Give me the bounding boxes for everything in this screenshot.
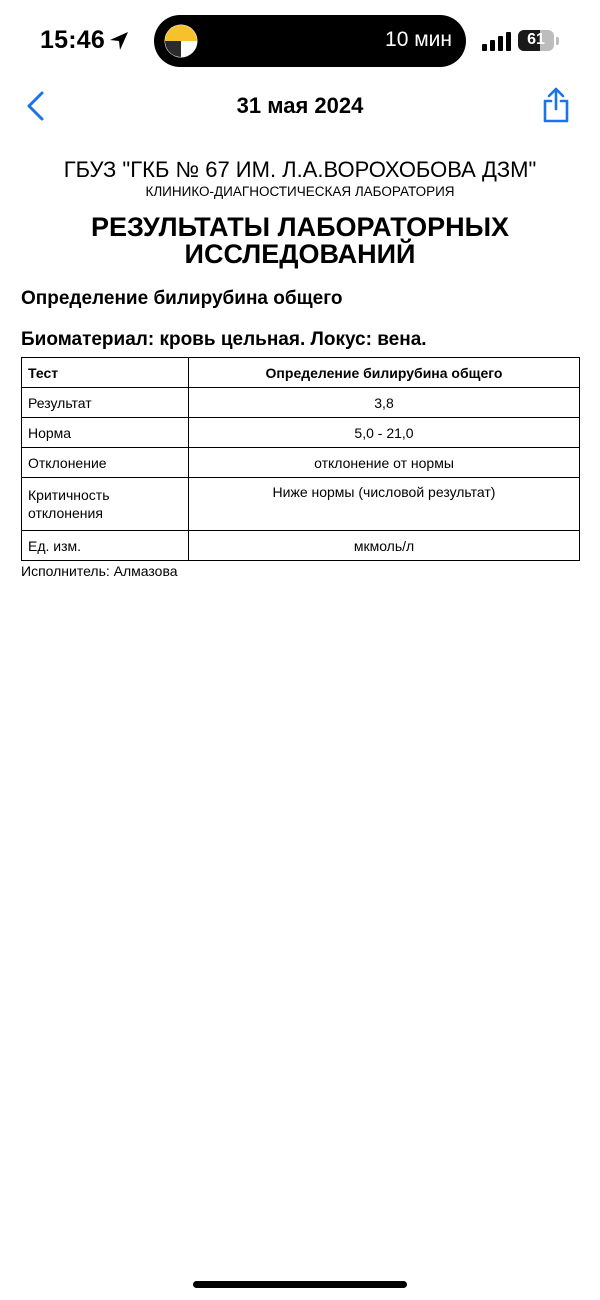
row-value-deviation: отклонение от нормы bbox=[189, 448, 580, 478]
row-value-unit: мкмоль/л bbox=[189, 531, 580, 561]
table-row bbox=[22, 478, 580, 531]
page-title: 31 мая 2024 bbox=[236, 93, 364, 118]
table-header-value: Определение билирубина общего bbox=[189, 358, 580, 388]
row-label-deviation: Отклонение bbox=[22, 448, 189, 478]
biomaterial-line: Биоматериал: кровь цельная. Локус: вена. bbox=[21, 329, 427, 350]
share-button[interactable] bbox=[539, 86, 573, 124]
battery-cap bbox=[556, 37, 559, 45]
cellular-signal-icon bbox=[481, 31, 511, 51]
performer-line: Исполнитель: Алмазова bbox=[21, 563, 178, 579]
island-timer-text: 10 мин bbox=[385, 28, 452, 51]
test-heading: Определение билирубина общего bbox=[21, 288, 343, 309]
row-label-norm: Норма bbox=[22, 418, 189, 448]
organization-name: ГБУЗ "ГКБ № 67 ИМ. Л.А.ВОРОХОБОВА ДЗМ" bbox=[63, 157, 537, 182]
location-arrow-icon bbox=[108, 30, 130, 52]
table-header-row bbox=[22, 358, 580, 388]
share-icon bbox=[545, 89, 567, 121]
home-indicator[interactable] bbox=[193, 1281, 407, 1288]
battery-indicator bbox=[518, 30, 554, 51]
battery-percent: 61 bbox=[527, 31, 545, 48]
row-label-result: Результат bbox=[22, 388, 189, 418]
row-label-criticality bbox=[22, 478, 189, 531]
row-value-criticality: Ниже нормы (числовой результат) bbox=[189, 478, 580, 531]
table-header-label: Тест bbox=[22, 358, 189, 388]
dynamic-island[interactable] bbox=[154, 15, 466, 67]
document-title bbox=[0, 214, 600, 268]
laboratory-name: КЛИНИКО-ДИАГНОСТИЧЕСКАЯ ЛАБОРАТОРИЯ bbox=[145, 184, 455, 199]
app-activity-icon bbox=[164, 24, 198, 58]
document-title-line1: РЕЗУЛЬТАТЫ ЛАБОРАТОРНЫХ bbox=[90, 212, 510, 242]
status-bar bbox=[0, 0, 600, 82]
table-row bbox=[22, 531, 580, 561]
row-value-result: 3,8 bbox=[189, 388, 580, 418]
row-label-criticality-line1: Критичность bbox=[28, 487, 110, 503]
table-row bbox=[22, 418, 580, 448]
row-label-criticality-line2: отклонения bbox=[28, 505, 103, 521]
row-label-unit: Ед. изм. bbox=[22, 531, 189, 561]
table-row bbox=[22, 448, 580, 478]
table-row bbox=[22, 388, 580, 418]
row-value-norm: 5,0 - 21,0 bbox=[189, 418, 580, 448]
status-time: 15:46 bbox=[40, 26, 105, 54]
results-table bbox=[21, 357, 580, 561]
document-title-line2: ИССЛЕДОВАНИЙ bbox=[184, 239, 416, 269]
